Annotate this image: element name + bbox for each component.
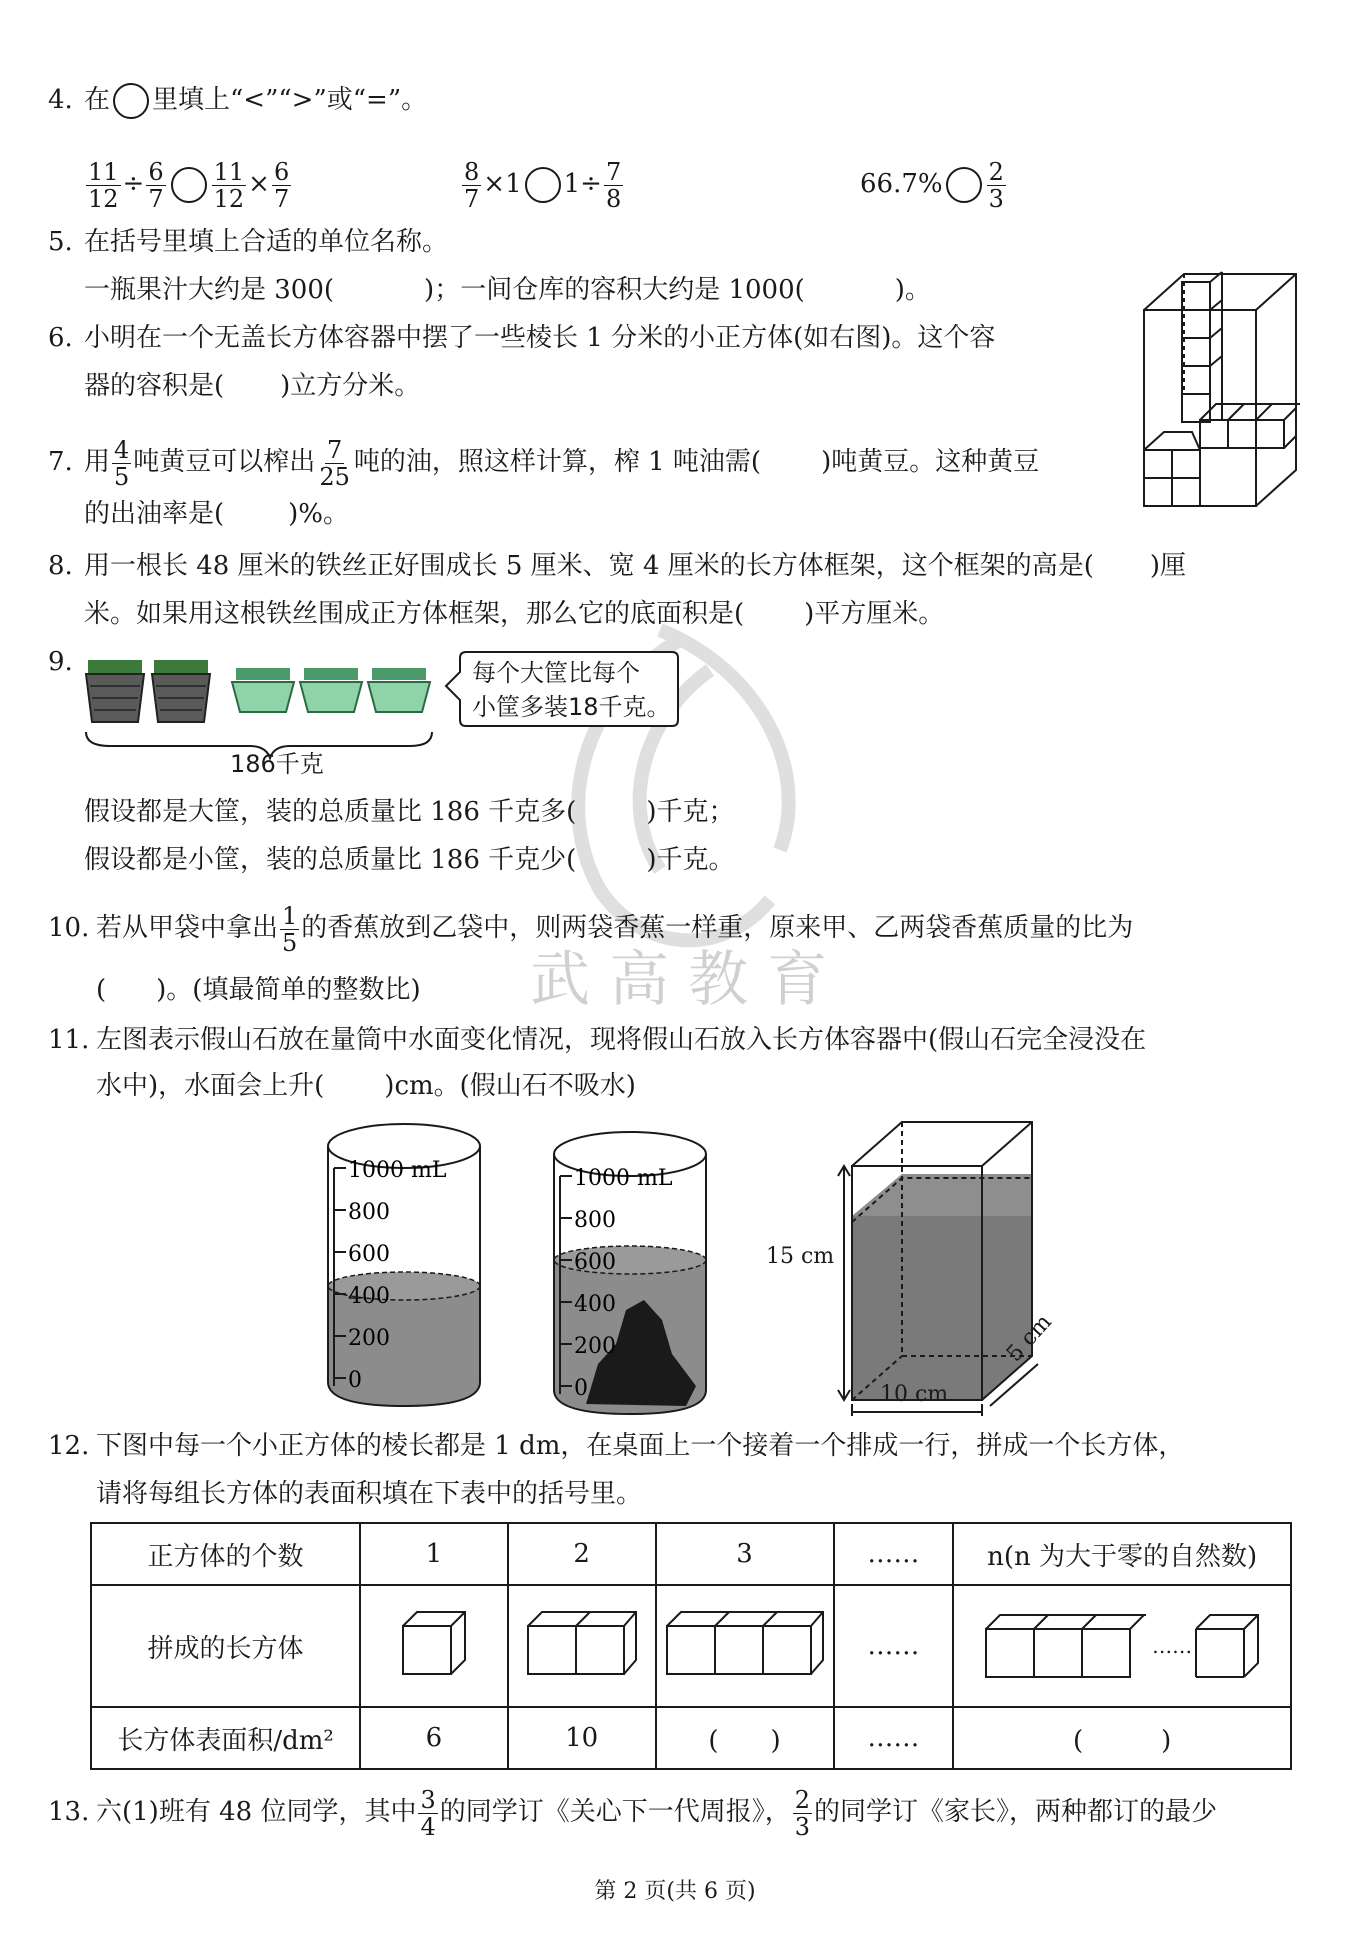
answer-cell-n[interactable]: ( ) — [953, 1707, 1291, 1769]
q6-line2: 器的容积是( )立方分米。 — [84, 371, 421, 401]
fraction: $\frac{7}{25}$ — [319, 435, 350, 491]
tick-label: 0 — [348, 1368, 362, 1393]
table-header-cell: n(n 为大于零的自然数) — [953, 1523, 1291, 1585]
q5-line2: 一瓶果汁大约是 300( )；一间仓库的容积大约是 1000( )。 — [84, 275, 931, 305]
fraction: $\frac{7}{8}$ — [605, 157, 622, 213]
q4-expr-3: 66.7% $\frac{2}{3}$ — [860, 157, 1004, 213]
small-basket-icon — [300, 668, 362, 712]
q9-bubble-text: 每个大筐比每个 小筐多装18千克。 — [472, 659, 671, 721]
measuring-cylinder-1 — [320, 1116, 490, 1416]
table-row — [91, 1707, 1291, 1769]
answer-circle-2[interactable] — [525, 167, 561, 203]
table-header-cell: …… — [834, 1523, 954, 1585]
cube-icon — [399, 1608, 469, 1678]
fraction: $\frac{11}{12}$ — [213, 157, 245, 213]
q4-expr-1: $\frac{11}{12}$ ÷ $\frac{6}{7}$ $\frac{11}{12}$ × $\frac{6}{7}$ — [88, 157, 290, 213]
cuboid-n-cell — [953, 1585, 1291, 1707]
table-ellipsis: …… — [1152, 1634, 1193, 1658]
table-row — [91, 1585, 1291, 1707]
q13-line1: 13. 六(1)班有 48 位同学，其中 $\frac{3}{4}$ 的同学订《关心下一代周报》， $\frac{2}{3}$ 的同学订《家长》，两种都订的最少 — [48, 1785, 1218, 1841]
table-header-cell: 正方体的个数 — [91, 1523, 360, 1585]
fraction: $\frac{2}{3}$ — [988, 157, 1004, 213]
table-header-cell: 3 — [656, 1523, 834, 1585]
q9-num: 9. — [48, 647, 73, 677]
q9-line2: 假设都是小筐，装的总质量比 186 千克少( )千克。 — [84, 845, 735, 875]
fraction: $\frac{3}{4}$ — [420, 1785, 436, 1841]
table-cell: 10 — [508, 1707, 656, 1769]
cuboid-1-cell — [360, 1585, 508, 1707]
tick-label: 0 — [574, 1376, 588, 1401]
watermark-text: 武 高 教 育 — [530, 945, 828, 1015]
table-row-label: 长方体表面积/dm² — [91, 1707, 360, 1769]
q6-cube-container-figure — [1140, 270, 1300, 510]
q10-line1: 10. 若从甲袋中拿出 $\frac{1}{5}$ 的香蕉放到乙袋中，则两袋香蕉一样重，原来甲、乙两袋香蕉质量的比为 — [48, 901, 1134, 957]
table-ellipsis: …… — [834, 1707, 954, 1769]
table-header-cell: 1 — [360, 1523, 508, 1585]
cuboid-3-cell — [656, 1585, 834, 1707]
tick-label: 200 — [574, 1334, 616, 1359]
small-basket-icon — [368, 668, 430, 712]
fraction: $\frac{2}{3}$ — [794, 1785, 811, 1841]
q4-expr-2: $\frac{8}{7}$ ×1 1÷ $\frac{7}{8}$ — [464, 157, 622, 213]
q12-line1: 12. 下图中每一个小正方体的棱长都是 1 dm，在桌面上一个接着一个排成一行，拼成一个长方体， — [48, 1431, 1185, 1461]
q9-line1: 假设都是大筐，装的总质量比 186 千克多( )千克； — [84, 797, 735, 827]
cuboid-n-icon — [982, 1611, 1152, 1681]
tick-label: 400 — [574, 1292, 616, 1317]
tick-label: 800 — [348, 1200, 390, 1225]
fraction: $\frac{6}{7}$ — [273, 157, 290, 213]
answer-circle-3[interactable] — [946, 167, 982, 203]
q6-line1: 6. 小明在一个无盖长方体容器中摆了一些棱长 1 分米的小正方体(如右图)。这个容 — [48, 323, 996, 353]
fraction: $\frac{1}{5}$ — [282, 901, 298, 957]
table-ellipsis: …… — [834, 1585, 954, 1707]
tick-label: 600 — [574, 1250, 616, 1275]
compare-circle — [113, 83, 149, 119]
tick-label: 800 — [574, 1208, 616, 1233]
small-basket-icon — [232, 668, 294, 712]
measuring-cylinder-2 — [546, 1124, 716, 1424]
tick-label: 400 — [348, 1284, 390, 1309]
cuboid-3-icon — [663, 1608, 827, 1678]
surface-area-table — [90, 1522, 1292, 1770]
fraction: $\frac{11}{12}$ — [88, 157, 119, 213]
tick-label: 200 — [348, 1326, 390, 1351]
q7-line1: 7. 用 $\frac{4}{5}$ 吨黄豆可以榨出 $\frac{7}{25}$ 吨的油，照这样计算，榨 1 吨油需( )吨黄豆。这种黄豆 — [48, 435, 1040, 491]
q11-line1: 11. 左图表示假山石放在量筒中水面变化情况，现将假山石放入长方体容器中(假山石完全浸没在 — [48, 1025, 1147, 1055]
q5-title: 5. 在括号里填上合适的单位名称。 — [48, 227, 449, 257]
table-row — [91, 1523, 1291, 1585]
answer-cell-3[interactable]: ( ) — [656, 1707, 834, 1769]
page-footer: 第 2 页(共 6 页) — [594, 1879, 756, 1904]
tick-label: 600 — [348, 1242, 390, 1267]
fraction: $\frac{6}{7}$ — [148, 157, 164, 213]
q7-line2: 的出油率是( )%。 — [84, 499, 350, 529]
table-header-cell: 2 — [508, 1523, 656, 1585]
q10-line2: ( )。(填最简单的整数比) — [96, 975, 421, 1005]
table-cell: 6 — [360, 1707, 508, 1769]
large-basket-icon — [152, 660, 210, 722]
table-row-label: 拼成的长方体 — [91, 1585, 360, 1707]
q11-line2: 水中)，水面会上升( )cm。(假山石不吸水) — [96, 1071, 636, 1101]
q4-title: 4. 在 里填上“<”“>”或“=”。 — [48, 82, 427, 119]
tick-label: 1000 mL — [574, 1166, 673, 1191]
q8-line1: 8. 用一根长 48 厘米的铁丝正好围成长 5 厘米、宽 4 厘米的长方体框架，这个框架的高是( )厘 — [48, 551, 1187, 581]
box-height-label: 15 cm — [766, 1244, 835, 1269]
fraction: $\frac{4}{5}$ — [114, 435, 130, 491]
q9-total: 186千克 — [230, 750, 324, 778]
answer-circle-1[interactable] — [171, 167, 207, 203]
q12-line2: 请将每组长方体的表面积填在下表中的括号里。 — [96, 1479, 643, 1509]
cuboid-2-icon — [524, 1608, 640, 1678]
large-basket-icon — [86, 660, 144, 722]
box-width-label: 10 cm — [880, 1382, 949, 1407]
tick-label: 1000 mL — [348, 1158, 447, 1183]
cuboid-2-cell — [508, 1585, 656, 1707]
box-depth-label: 5 cm — [1002, 1309, 1057, 1367]
q8-line2: 米。如果用这根铁丝围成正方体框架，那么它的底面积是( )平方厘米。 — [84, 599, 945, 629]
fraction: $\frac{8}{7}$ — [464, 157, 480, 213]
cube-icon — [1192, 1611, 1262, 1681]
